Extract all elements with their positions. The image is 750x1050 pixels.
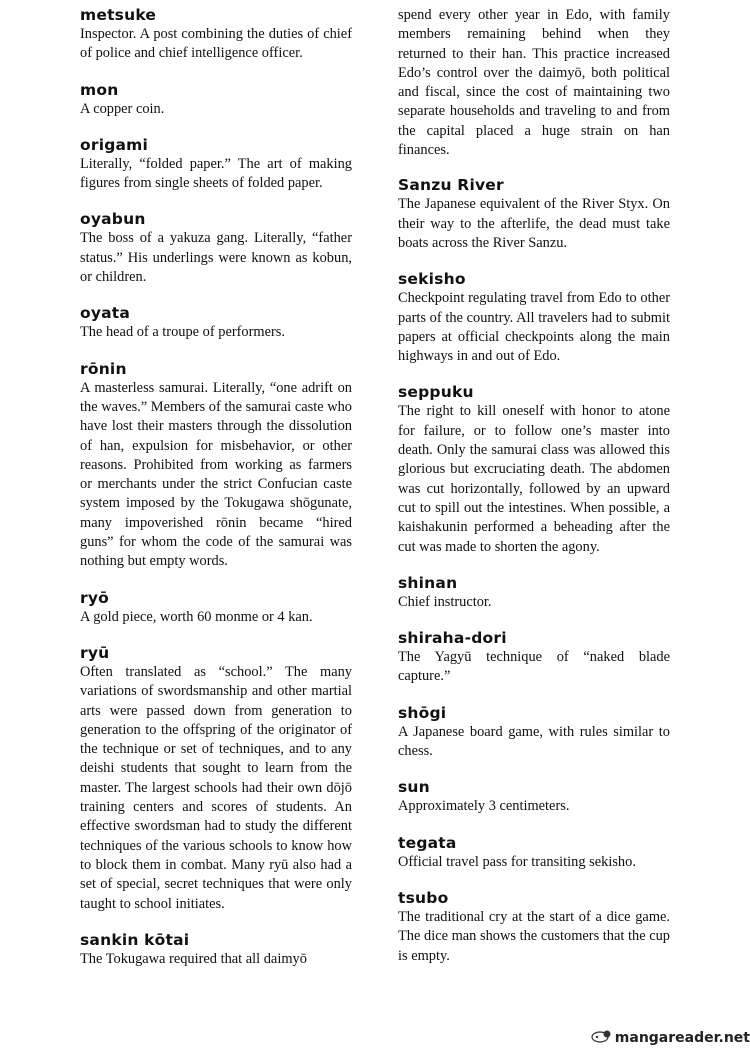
- glossary-left-column: [80, 6, 352, 986]
- glossary-entry: [398, 704, 670, 762]
- glossary-entry: [80, 360, 352, 572]
- glossary-entry: [398, 778, 670, 816]
- glossary-definition: A copper coin.: [80, 100, 165, 117]
- watermark: [591, 1029, 750, 1047]
- glossary-term: seppuku: [398, 383, 474, 402]
- glossary-continuation: spend every other year in Edo, with family members remaining behind when they returned to their han. This practice increased Edo’s control over the daimyō, both political and fiscal, since the cost of maintaining two separate households and traveling to and from the capital placed a huge strain on han finances.: [398, 7, 670, 159]
- glossary-term: sankin kōtai: [80, 930, 190, 949]
- glossary-entry: [398, 574, 670, 612]
- glossary-definition: The Tokugawa required that all daimyō: [80, 950, 307, 967]
- glossary-definition: Checkpoint regulating travel from Edo to other parts of the country. All travelers had to submit papers at official checkpoints along the main highways in and out of Edo.: [398, 290, 670, 365]
- glossary-definition: Official travel pass for transiting sekisho.: [398, 853, 636, 870]
- glossary-term: tegata: [398, 833, 457, 852]
- glossary-entry: [80, 589, 352, 627]
- glossary-definition: The Japanese equivalent of the River Styx. On their way to the afterlife, the dead must take boats across the River Sanzu.: [398, 196, 670, 251]
- glossary-definition: A Japanese board game, with rules similar to chess.: [398, 723, 670, 760]
- glossary-entry: [398, 834, 670, 872]
- glossary-term: ryū: [80, 643, 110, 662]
- glossary-term: Sanzu River: [398, 176, 504, 195]
- glossary-definition: The right to kill oneself with honor to atone for failure, or to follow one’s master into death. Only the samurai class was allowed this glorious but excruciating death. The abdomen was cut horizontally, followed by an upward cut to spill out the intestines. When possible, a kaishakunin performed a beheading after the cut was made to shorten the agony.: [398, 403, 670, 555]
- glossary-definition: The head of a troupe of performers.: [80, 324, 285, 341]
- glossary-term: origami: [80, 135, 149, 154]
- glossary-term: mon: [80, 80, 119, 99]
- glossary-definition: Often translated as “school.” The many variations of swordsmanship and other martial arts were passed down from generation to generation to the offspring of the originator of the technique or set of techniques, and to any deishi students that sought to learn from the master. The largest schools had their own dōjō training centers and scores of students. An effective swordsman had to study the different techniques of the various schools to know how to block them in combat. Many ryū also had a set of special, secret techniques that were only taught to school initiates.: [80, 663, 352, 912]
- glossary-term: shiraha-dori: [398, 629, 507, 648]
- glossary-term: sekisho: [398, 270, 466, 289]
- glossary-definition: Literally, “folded paper.” The art of making figures from single sheets of folded paper.: [80, 155, 352, 192]
- glossary-term: sun: [398, 778, 430, 797]
- glossary-entry: [80, 931, 352, 969]
- mangareader-logo-icon: [591, 1029, 613, 1047]
- glossary-term: oyabun: [80, 210, 146, 229]
- glossary-definition: The traditional cry at the start of a dice game. The dice man shows the customers that the cup is empty.: [398, 908, 670, 964]
- glossary-definition: The boss of a yakuza gang. Literally, “father status.” His underlings were known as kobun, or children.: [80, 230, 352, 286]
- glossary-right-column: [398, 6, 670, 983]
- glossary-definition: A masterless samurai. Literally, “one adrift on the waves.” Members of the samurai caste who have lost their masters through the dissolution of han, expulsion for misbehavior, or other reasons. Prohibited from working as farmers or merchants under the strict Confucian caste system imposed by the Tokugawa shōgunate, many impoverished rōnin became “hired guns” for whom the code of the samurai was nothing but empty words.: [80, 379, 352, 570]
- glossary-entry: [398, 383, 670, 556]
- glossary-entry: [80, 644, 352, 914]
- glossary-entry: [80, 136, 352, 194]
- glossary-entry: [398, 176, 670, 253]
- glossary-definition: Inspector. A post combining the duties of chief of police and chief intelligence officer.: [80, 26, 352, 62]
- glossary-term: shōgi: [398, 703, 447, 722]
- glossary-term: ryō: [80, 588, 109, 607]
- glossary-definition: The Yagyū technique of “naked blade capture.”: [398, 649, 670, 685]
- glossary-definition: A gold piece, worth 60 monme or 4 kan.: [80, 608, 313, 625]
- glossary-entry: [80, 6, 352, 64]
- glossary-definition: Chief instructor.: [398, 593, 492, 610]
- glossary-entry: [80, 304, 352, 342]
- glossary-term: metsuke: [80, 6, 157, 24]
- glossary-entry: [398, 889, 670, 966]
- glossary-definition: Approximately 3 centimeters.: [398, 798, 570, 815]
- glossary-entry: [398, 270, 670, 366]
- glossary-term: tsubo: [398, 888, 449, 907]
- glossary-term: oyata: [80, 304, 131, 323]
- glossary-entry: [398, 629, 670, 687]
- glossary-entry: [80, 210, 352, 287]
- glossary-entry: [80, 81, 352, 119]
- watermark-text: mangareader.net: [614, 1030, 750, 1046]
- glossary-term: rōnin: [80, 359, 127, 378]
- glossary-term: shinan: [398, 573, 458, 592]
